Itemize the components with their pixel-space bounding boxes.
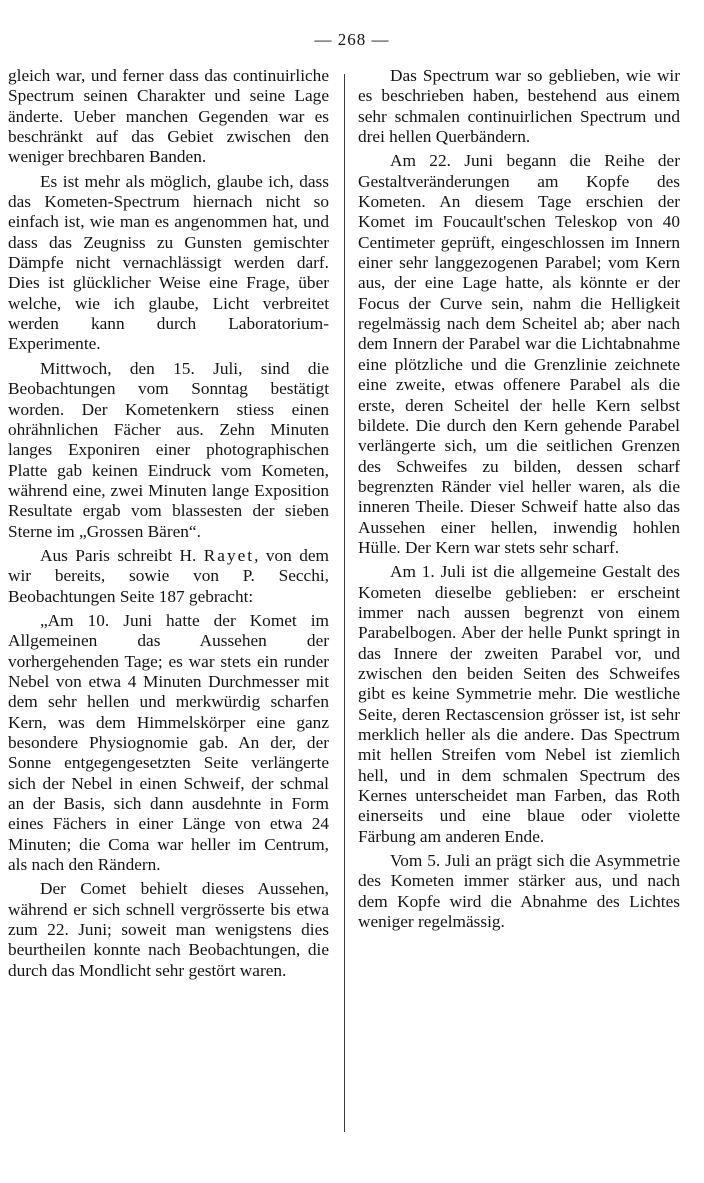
left-paragraph-1: gleich war, und ferner dass das continuirliche Spectrum seinen Charakter und seine Lage änderte. Ueber manchen Gegenden war es beschränkt auf das Gebiet zwischen den weniger brechbaren Banden. [8,66,329,167]
left-paragraph-5: „Am 10. Juni hatte der Komet im Allgemeinen das Aussehen der vorhergehenden Tage; es war stets ein runder Nebel von etwa 4 Minuten Durchmesser mit dem sehr hellen und merkwürdig scharfen Kern, was dem Himmelskörper eine ganz besondere Physiognomie gab. An der, der Sonne entgegengesetzten Seite verlängerte sich der Nebel in einen Schweif, der schmal an der Basis, sich dann ausdehnte in Form eines Fächers in einer Länge von etwa 24 Minuten; die Coma war heller im Centrum, als nach den Rändern. [8,610,329,875]
column-divider [344,74,345,1132]
right-paragraph-2: Am 22. Juni begann die Reihe der Gestaltveränderungen am Kopfe des Kometen. An diesem Tage erschien der Komet im Foucault'schen Teleskop von 40 Centimeter geprüft, eingeschlossen im Innern einer sehr langgezogenen Parabel; vom Kern aus, der eine Lage hatte, als könnte er der Focus der Curve sein, nahm die Helligkeit regelmässig nach dem Scheitel ab; aber nach dem Innern der Parabel war die Lichtabnahme eine plötzliche und die Grenzlinie zeichnete eine zweite, etwas offenere Parabel als die erste, deren Scheitel der helle Kern selbst bildete. Die durch den Kern gehende Parabel verlängerte sich, um die seitlichen Grenzen des Schweifes zu bilden, dessen scharf begrenzten Ränder viel heller waren, als die inneren Theile. Dieser Schweif hatte also das Aussehen einer hellen, inwendig hohlen Hülle. Der Kern war stets sehr scharf. [358,151,680,557]
right-paragraph-1: Das Spectrum war so geblieben, wie wir es beschrieben haben, bestehend aus einem sehr schmalen continuirlichen Spectrum und drei hellen Querbändern. [358,66,680,147]
rayet-text-after: , von dem wir bereits, sowie von P. Secchi, Beobachtungen Seite 187 gebracht: [8,545,329,606]
left-paragraph-2: Es ist mehr als möglich, glaube ich, dass das Kometen-Spectrum hiernach nicht so einfach ist, wie man es angenommen hat, und dass das Zeugniss zu Gunsten gemischter Dämpfe nicht vernachlässigt werden darf. Dies ist glücklicher Weise eine Frage, über welche, wie ich glaube, Licht verbreitet werden kann durch Laboratorium-Experimente. [8,171,329,354]
right-paragraph-3: Am 1. Juli ist die allgemeine Gestalt des Kometen dieselbe geblieben: er erscheint immer nach aussen begrenzt von einem Parabelbogen. Aber der helle Punkt springt in das Innere der zweiten Parabel vor, und zwischen den beiden Seiten des Schweifes gibt es keine Symmetrie mehr. Die westliche Seite, deren Rectascension grösser ist, ist sehr merklich heller als die andere. Das Spectrum mit hellen Streifen vom Nebel ist ziemlich hell, und in dem schmalen Spectrum des Kernes unterscheidet man Farben, das Roth einerseits und eine blaue oder violette Färbung am anderen Ende. [358,562,680,846]
left-paragraph-6: Der Comet behielt dieses Aussehen, während er sich schnell vergrösserte bis etwa zum 22. Juni; soweit man wenigstens dies beurtheilen konnte nach Beobachtungen, die durch das Mondlicht sehr gestört waren. [8,879,329,980]
left-column [8,66,329,985]
left-paragraph-4 [8,546,329,607]
right-paragraph-4: Vom 5. Juli an prägt sich die Asymmetrie des Kometen immer stärker aus, und nach dem Kopfe wird die Abnahme des Lichtes weniger regelmässig. [358,851,680,932]
left-paragraph-3: Mittwoch, den 15. Juli, sind die Beobachtungen vom Sonntag bestätigt worden. Der Kometenkern stiess einen ohrähnlichen Fächer aus. Zehn Minuten langes Exponiren einer photographischen Platte gab keinen Eindruck vom Kometen, während eine, zwei Minuten lange Exposition Resultate ergab vom blassesten der sieben Sterne im „Grossen Bären“. [8,358,329,541]
rayet-text-before: Aus Paris schreibt H. [40,545,204,565]
right-column [358,66,680,936]
page-number: — 268 — [314,30,390,49]
author-name-rayet: Rayet [203,545,255,565]
